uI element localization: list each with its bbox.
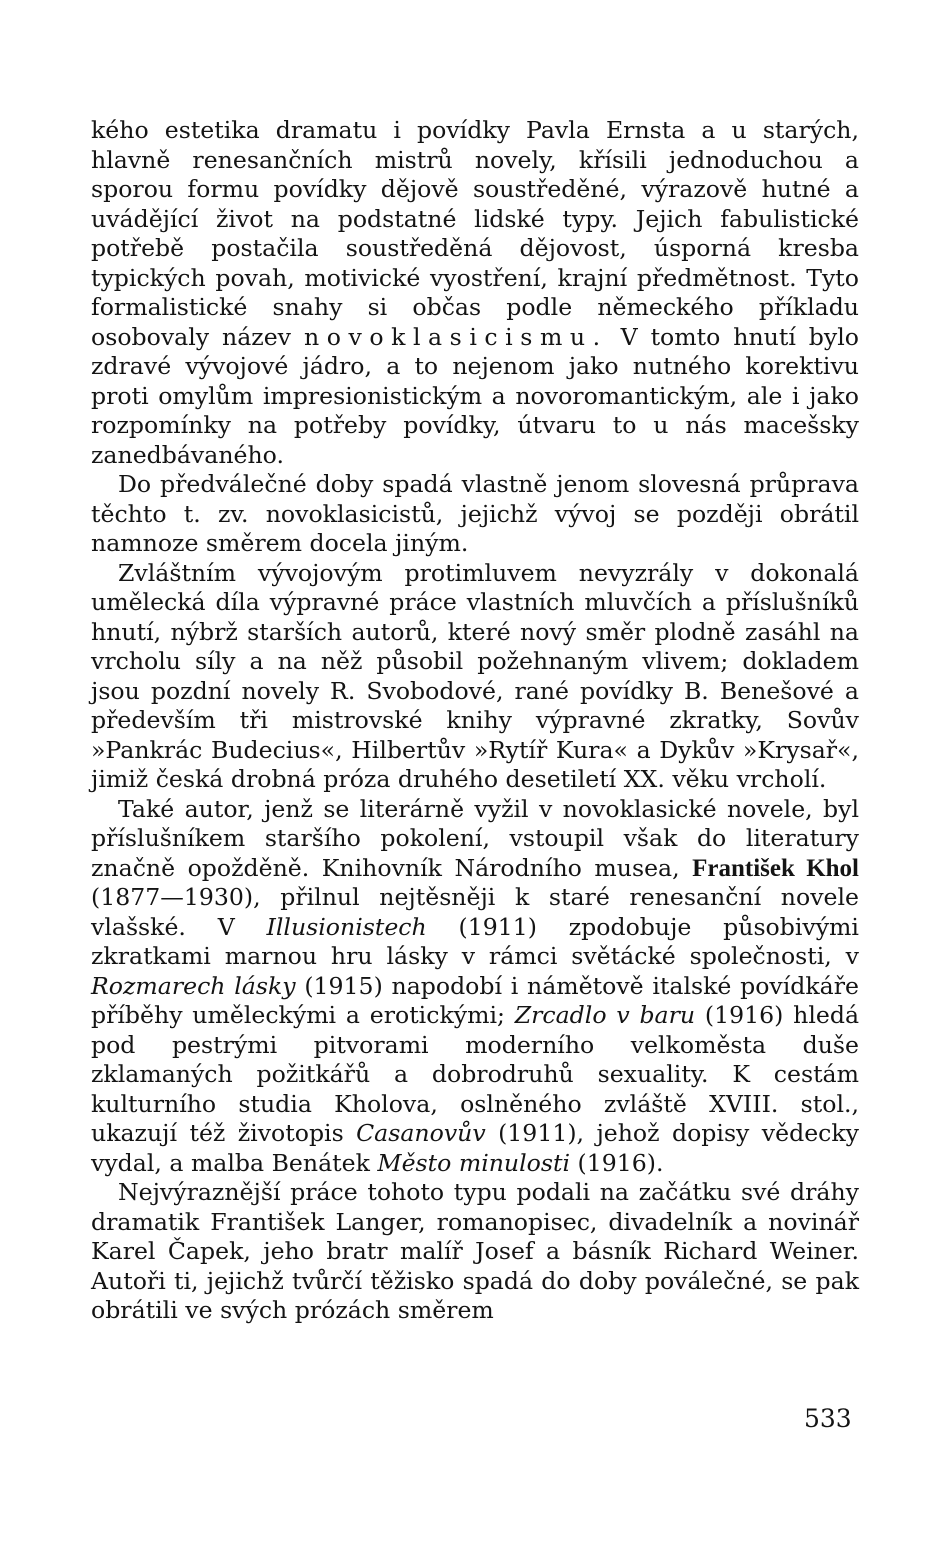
work-title: Město minulosti [377,1148,571,1177]
text-run: (1911) zpodobuje působivými zkratkami marnou hru lásky v rámci světácké společnosti, v [91,912,859,970]
text-run: V tomto hnutí bylo zdravé vývojové jádro, a to nejenom jako nutného korektivu proti omylům impresionistickým a novoromantickým, ale i jako rozpomínky na potřeby povídky, útvaru to u nás macešsky zanedbávaného. [91,322,859,469]
text-run: (1915) napodobí i námětově italské povídkáře příběhy uměleckými a erotickými; [91,971,859,1029]
work-title: Illusionistech [266,912,427,941]
paragraph-novoklasicismus [91,116,859,470]
text-run: (1916). [570,1148,664,1177]
paragraph-vyvojovy-protimluv: Zvláštním vývojovým protimluvem nevyzrály v dokonalá umělecká díla výpravné práce vlastních mluvčích a příslušníků hnutí, nýbrž starších autorů, které nový směr plodně zasáhl na vrcholu síly a na něž působil požehnaným vlivem; dokladem jsou pozdní novely R. Svobodové, rané povídky B. Benešové a především tři mistrovské knihy výpravné zkratky, Sovův »Pankrác Budecius«, Hilbertův »Rytíř Kura« a Dykův »Krysař«, jimiž česká drobná próza druhého desetiletí XX. věku vrcholí. [91,558,859,793]
text-run: Také autor, jenž se literárně vyžil v novoklasické novele, byl příslušníkem staršího pokolení, vstoupil však do literatury značně opožděně. Knihovník Národního musea, [91,794,859,882]
work-title: Casanovův [356,1119,486,1147]
body-text [91,116,859,1326]
text-run: (1916) hledá pod pestrými pitvorami moderního velkoměsta duše zklamaných požitkářů a dobrodruhů sexuality. K cestám kulturního studia Kholova, oslněného zvláště XVIII. stol., ukazují též životopis [91,1001,860,1147]
page-number: 533 [804,1404,852,1433]
paragraph-nejvyraznejsi-prace: Nejvýraznější práce tohoto typu podali na začátku své dráhy dramatik František Langer, romanopisec, divadelník a novinář Karel Čapek, jeho bratr malíř Josef a básník Richard Weiner. Autoři ti, jejichž tvůrčí těžisko spadá do doby poválečné, se pak obrátili ve svých prózách směrem [91,1178,859,1324]
paragraph-frantisek-khol [91,795,859,1179]
text-run: (1911), jehož dopisy vědecky vydal, a malba Benátek [91,1119,859,1177]
paragraph-predvalecna-doba: Do předválečné doby spadá vlastně jenom slovesná průprava těchto t. zv. novoklasicistů, jejichž vývoj se později obrátil namnoze směrem docela jiným. [91,470,859,557]
work-title: Zrcadlo v baru [514,1001,696,1029]
spaced-term: novoklasicismu. [303,322,608,351]
text-run: kého estetika dramatu i povídky Pavla Ernsta a u starých, hlavně renesančních mistrů novely, křísili jednoduchou a sporou formu povídky dějově soustředěné, výrazově hutné a uvádějící život na podstatné lidské typy. Jejich fabulistické potřebě postačila soustředěná dějovost, úsporná kresba typických povah, motivické vyostření, krajní předmětnost. Tyto formalistické snahy si občas podle německého příkladu osobovaly název [91,116,859,351]
text-run: (1877—1930), přilnul nejtěsněji k staré renesanční novele vlašské. V [91,883,859,941]
author-name: František Khol [692,854,859,882]
work-title: Rozmarech lásky [91,971,296,1000]
